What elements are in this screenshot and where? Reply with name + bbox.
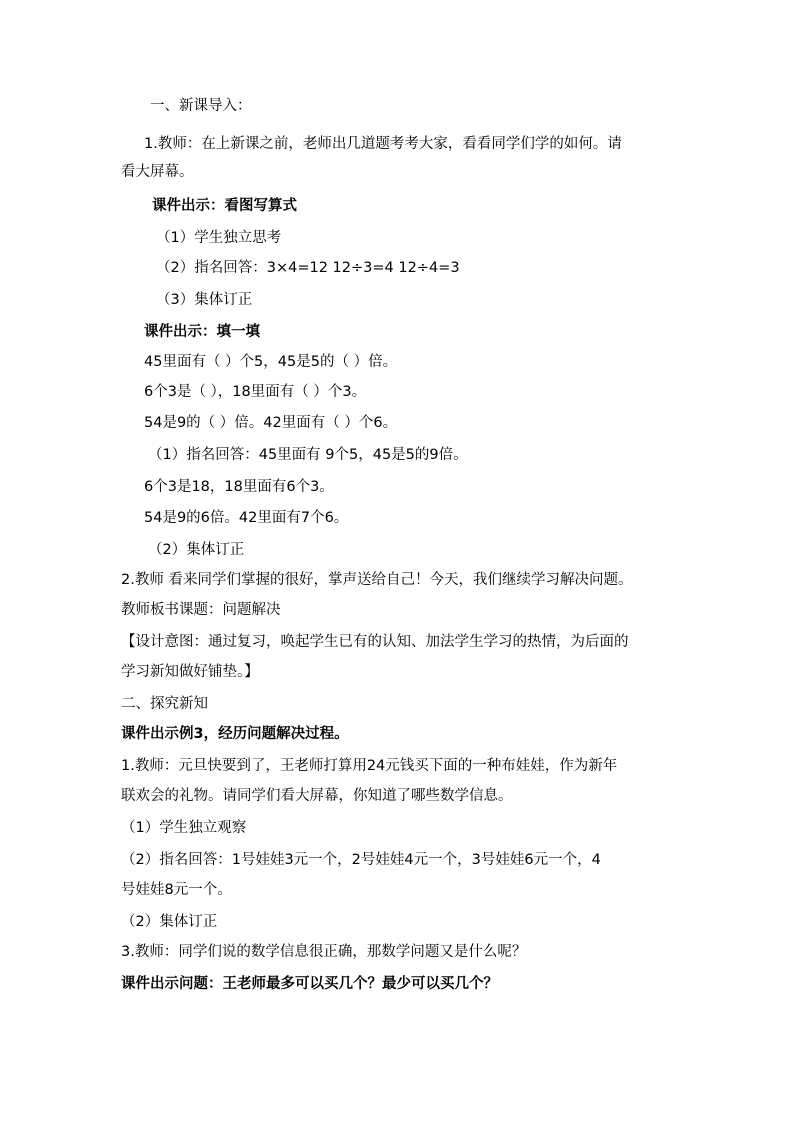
paragraph-line: 看大屏幕。 [121, 164, 194, 180]
section-heading-explore: 二、探究新知 [121, 696, 208, 712]
list-item: （3）集体订正 [156, 292, 253, 308]
exercise-line: 45里面有（ ）个5，45是5的（ ）倍。 [144, 354, 398, 370]
design-intent-line: 学习新知做好铺垫。】 [121, 664, 259, 680]
paragraph-line: 教师板书课题：问题解决 [121, 602, 281, 618]
courseware-heading: 课件出示：看图写算式 [152, 198, 297, 214]
paragraph-line: 2.教师 看来同学们掌握的很好，掌声送给自己！今天，我们继续学习解决问题。 [121, 572, 633, 588]
list-item: （2）集体订正 [148, 542, 245, 558]
courseware-heading: 课件出示例3，经历问题解决过程。 [121, 726, 349, 742]
courseware-heading: 课件出示问题：王老师最多可以买几个？最少可以买几个？ [121, 976, 498, 992]
list-item: （2）集体订正 [121, 914, 218, 930]
paragraph-line: 1.教师：在上新课之前，老师出几道题考考大家，看看同学们学的如何。请 [144, 136, 622, 152]
list-item: （2）指名回答：3×4=12 12÷3=4 12÷4=3 [156, 260, 460, 276]
answer-line: 6个3是18，18里面有6个3。 [144, 479, 334, 495]
exercise-line: 6个3是（ ），18里面有（ ）个3。 [144, 384, 367, 400]
list-item: 号娃娃8元一个。 [121, 882, 232, 898]
section-heading-intro: 一、新课导入： [150, 98, 252, 114]
paragraph-line: 1.教师：元旦快要到了，王老师打算用24元钱买下面的一种布娃娃，作为新年 [121, 758, 618, 774]
list-item: （2）指名回答：1号娃娃3元一个，2号娃娃4元一个，3号娃娃6元一个，4 [121, 852, 601, 868]
exercise-line: 54是9的（ ）倍。42里面有（ ）个6。 [144, 415, 398, 431]
answer-line: （1）指名回答：45里面有 9个5，45是5的9倍。 [148, 447, 468, 463]
paragraph-line: 3.教师：同学们说的数学信息很正确，那数学问题又是什么呢？ [121, 944, 527, 960]
courseware-heading: 课件出示：填一填 [144, 324, 260, 340]
list-item: （1）学生独立观察 [121, 820, 247, 836]
design-intent-line: 【设计意图：通过复习，唤起学生已有的认知、加法学生学习的热情，为后面的 [121, 634, 629, 650]
list-item: （1）学生独立思考 [156, 230, 282, 246]
answer-line: 54是9的6倍。42里面有7个6。 [144, 510, 349, 526]
paragraph-line: 联欢会的礼物。请同学们看大屏幕，你知道了哪些数学信息。 [121, 788, 513, 804]
